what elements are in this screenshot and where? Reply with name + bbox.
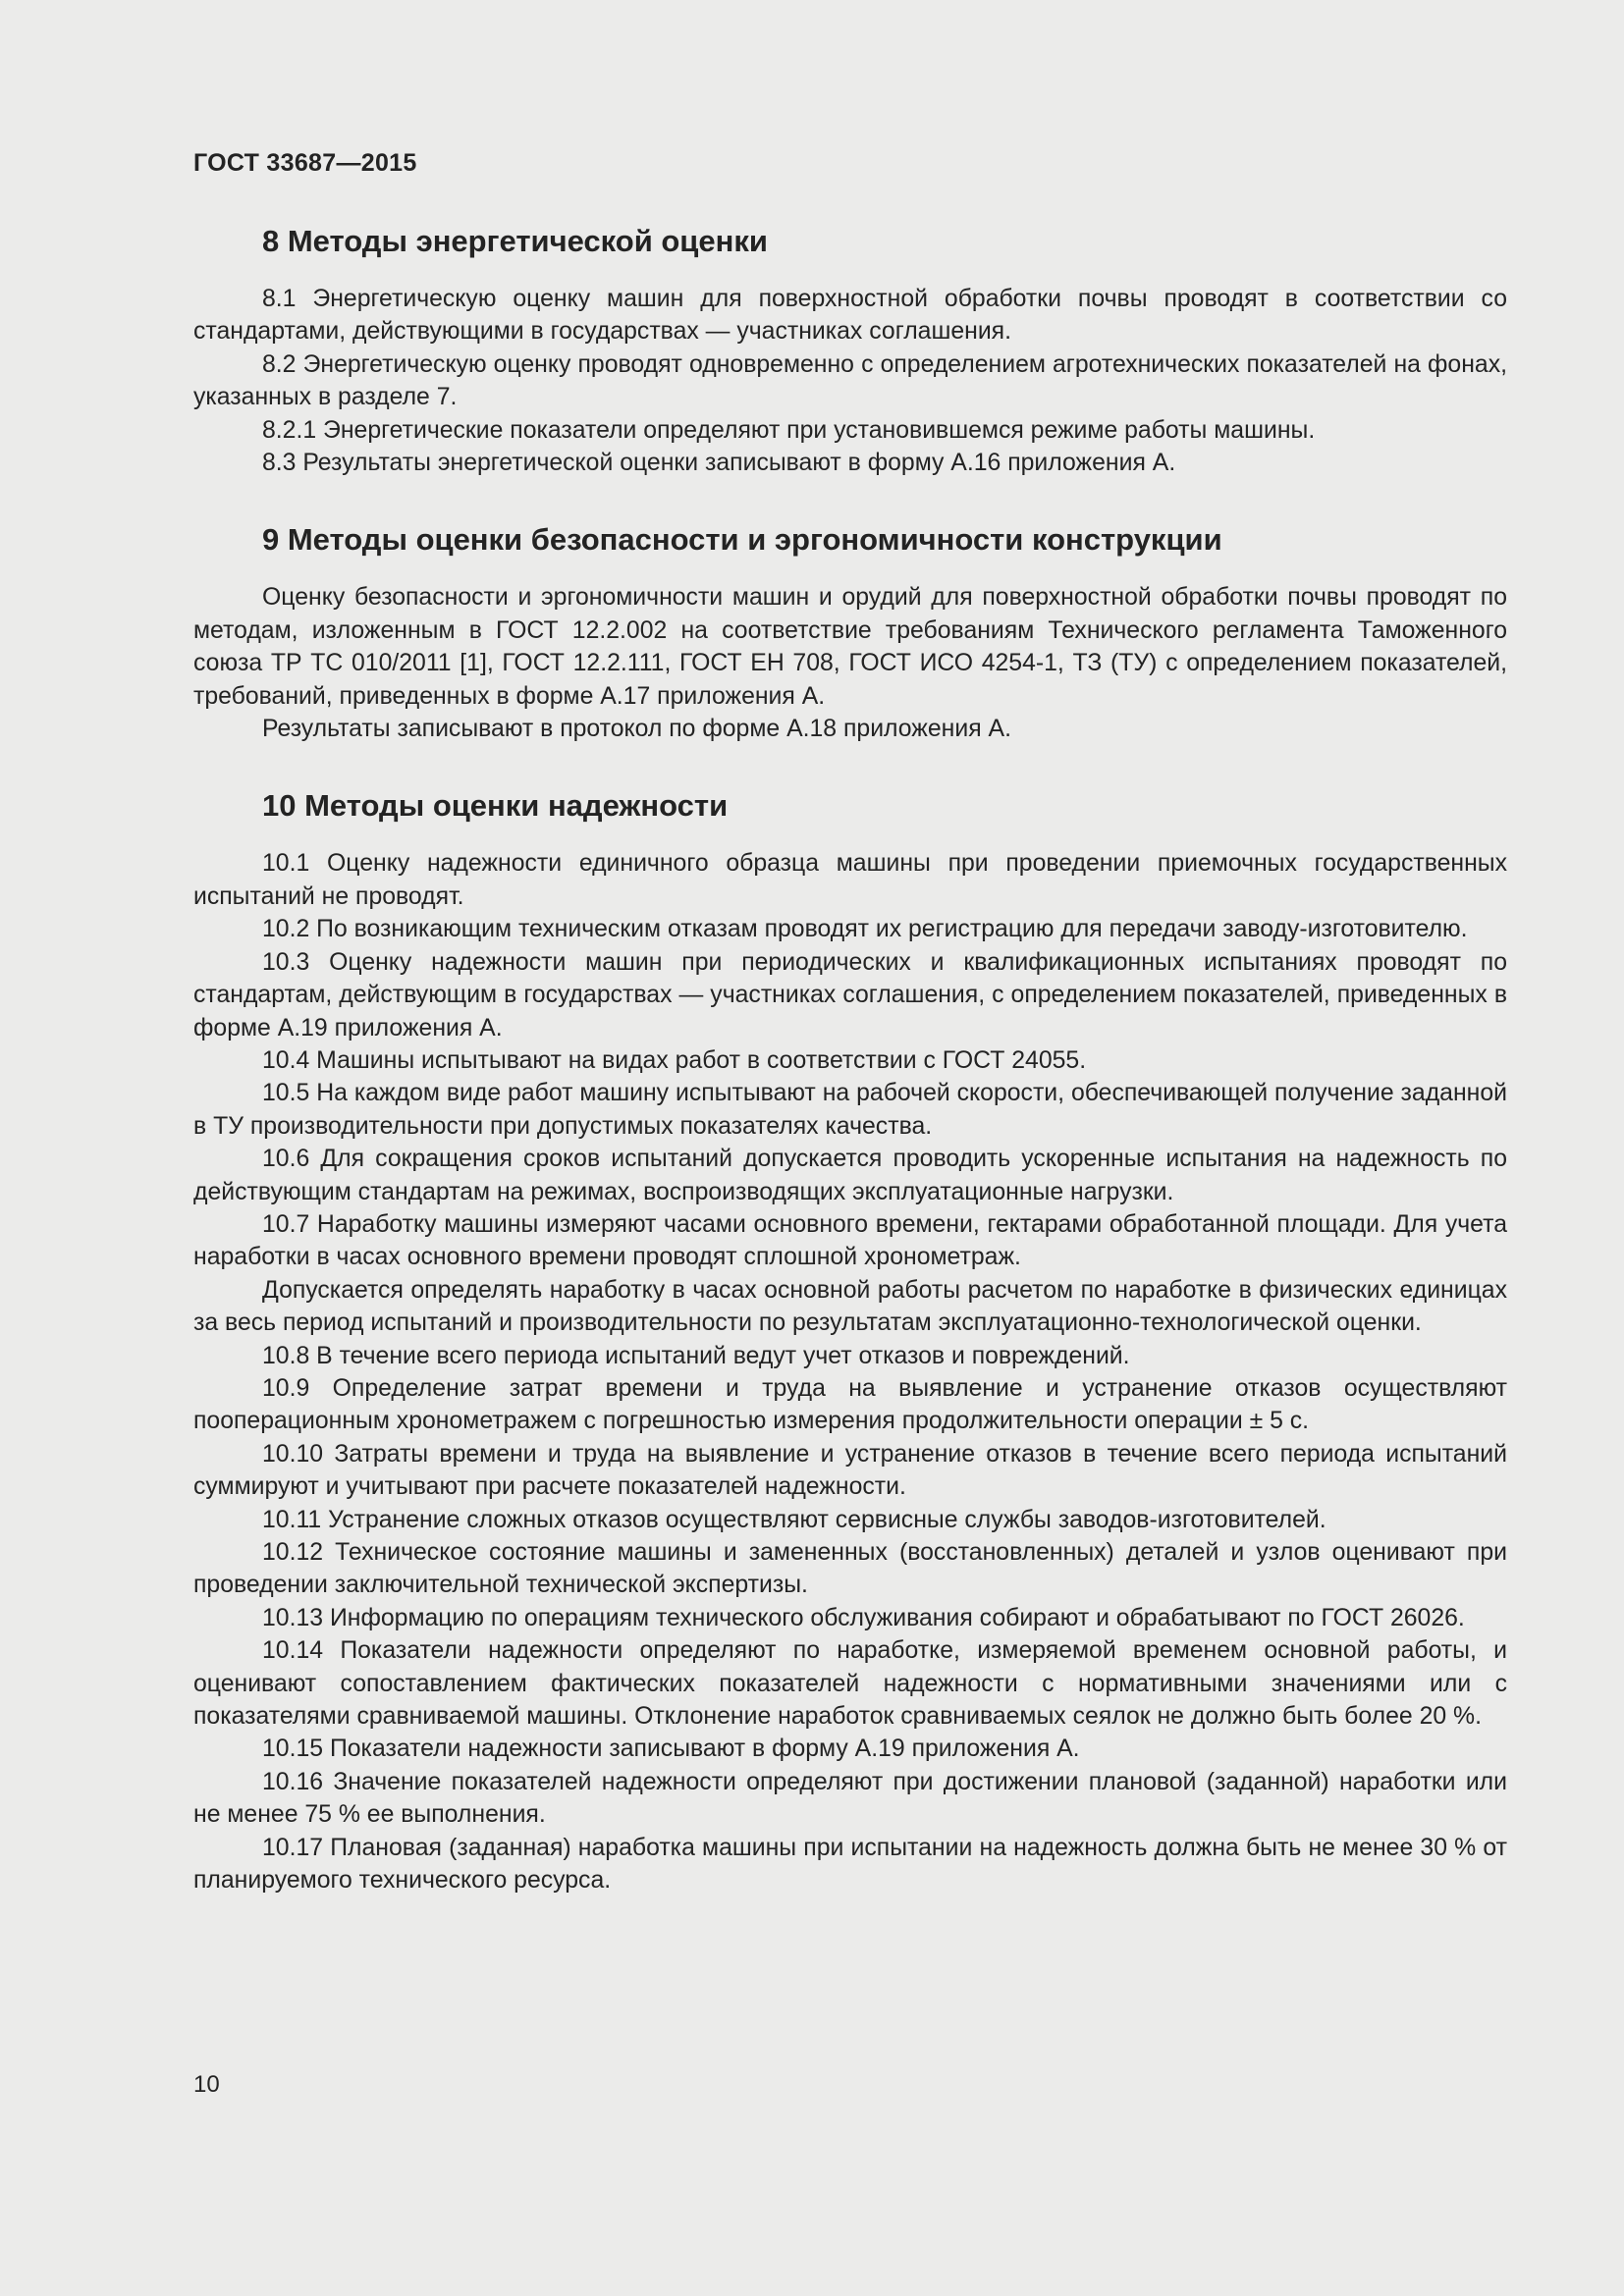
document-header: ГОСТ 33687—2015 — [193, 149, 417, 177]
paragraph: 10.13 Информацию по операциям технического обслуживания собирают и обрабатывают по ГОСТ 26026. — [262, 1604, 1465, 1631]
page-number: 10 — [193, 2071, 220, 2098]
section-9-heading: 9 Методы оценки безопасности и эргономичности конструкции — [262, 522, 1222, 558]
section-10-heading: 10 Методы оценки надежности — [262, 788, 729, 824]
paragraph: 8.1 Энергетическую оценку машин для поверхностной обработки почвы проводят в соответствии со стандартами, действующими в государствах — участниках соглашения. — [193, 286, 1507, 346]
paragraph: Допускается определять наработку в часах основной работы расчетом по наработке в физических единицах за весь период испытаний и производительности по результатам эксплуатационно-технологической оценки. — [193, 1276, 1507, 1337]
paragraph: 10.11 Устранение сложных отказов осуществляют сервисные службы заводов-изготовителей. — [262, 1506, 1326, 1533]
section-9 — [193, 518, 1507, 745]
paragraph: 10.9 Определение затрат времени и труда на выявление и устранение отказов осуществляют пооперационным хронометражем с погрешностью измерения продолжительности операции ± 5 с. — [193, 1374, 1507, 1435]
paragraph: Результаты записывают в протокол по форме А.18 приложения А. — [262, 716, 1011, 743]
paragraph: 10.2 По возникающим техническим отказам проводят их регистрацию для передачи заводу-изготовителю. — [262, 916, 1468, 943]
document-body — [193, 220, 1507, 1896]
paragraph: 8.3 Результаты энергетической оценки записывают в форму А.16 приложения А. — [262, 450, 1176, 477]
section-8-heading: 8 Методы энергетической оценки — [262, 224, 768, 258]
paragraph: 10.16 Значение показателей надежности определяют при достижении плановой (заданной) наработки или не менее 75 % ее выполнения. — [193, 1768, 1507, 1829]
paragraph: 10.4 Машины испытывают на видах работ в соответствии с ГОСТ 24055. — [262, 1046, 1087, 1074]
paragraph: 8.2.1 Энергетические показатели определяют при установившемся режиме работы машины. — [262, 416, 1316, 444]
section-10 — [193, 784, 1507, 1896]
paragraph: 10.17 Плановая (заданная) наработка машины при испытании на надежность должна быть не менее 30 % от планируемого технического ресурса. — [193, 1834, 1507, 1895]
paragraph: 10.15 Показатели надежности записывают в форму А.19 приложения А. — [262, 1735, 1080, 1763]
paragraph: 10.7 Наработку машины измеряют часами основного времени, гектарами обработанной площади. Для учета наработки в часах основного времени проводят сплошной хронометраж. — [193, 1210, 1507, 1271]
paragraph: 10.14 Показатели надежности определяют по наработке, измеряемой временем основной работы, и оценивают сопоставлением фактических показателей надежности с нормативными значениями или с показателями сравниваемой машины. Отклонение наработок сравниваемых сеялок не должно быть более 20 %. — [193, 1637, 1507, 1731]
section-8 — [193, 220, 1507, 479]
paragraph: 10.6 Для сокращения сроков испытаний допускается проводить ускоренные испытания на надежность по действующим стандартам на режимах, воспроизводящих эксплуатационные нагрузки. — [193, 1146, 1507, 1205]
paragraph: 10.10 Затраты времени и труда на выявление и устранение отказов в течение всего периода испытаний суммируют и учитывают при расчете показателей надежности. — [193, 1440, 1507, 1501]
paragraph: 10.5 На каждом виде работ машину испытывают на рабочей скорости, обеспечивающей получение заданной в ТУ производительности при допустимых показателях качества. — [193, 1080, 1507, 1140]
paragraph: 8.2 Энергетическую оценку проводят одновременно с определением агротехнических показателей на фонах, указанных в разделе 7. — [193, 350, 1507, 411]
paragraph: 10.3 Оценку надежности машин при периодических и квалификационных испытаниях проводят по стандартам, действующим в государствах — участниках соглашения, с определением показателей, приведенных в форме А.19 приложения А. — [193, 948, 1507, 1041]
paragraph: Оценку безопасности и эргономичности машин и орудий для поверхностной обработки почвы проводят по методам, изложенным в ГОСТ 12.2.002 на соответствие требованиям Технического регламента Таможенного союза ТР ТС 010/2011 [1], ГОСТ 12.2.111, ГОСТ ЕН 708, ГОСТ ИСО 4254-1, ТЗ (ТУ) с определением показателей, требований, приведенных в форме А.17 приложения А. — [193, 584, 1507, 710]
paragraph: 10.8 В течение всего периода испытаний ведут учет отказов и повреждений. — [262, 1342, 1130, 1369]
paragraph: 10.12 Техническое состояние машины и замененных (восстановленных) деталей и узлов оценивают при проведении заключительной технической экспертизы. — [193, 1539, 1507, 1599]
paragraph: 10.1 Оценку надежности единичного образца машины при проведении приемочных государственных испытаний не проводят. — [193, 850, 1507, 910]
